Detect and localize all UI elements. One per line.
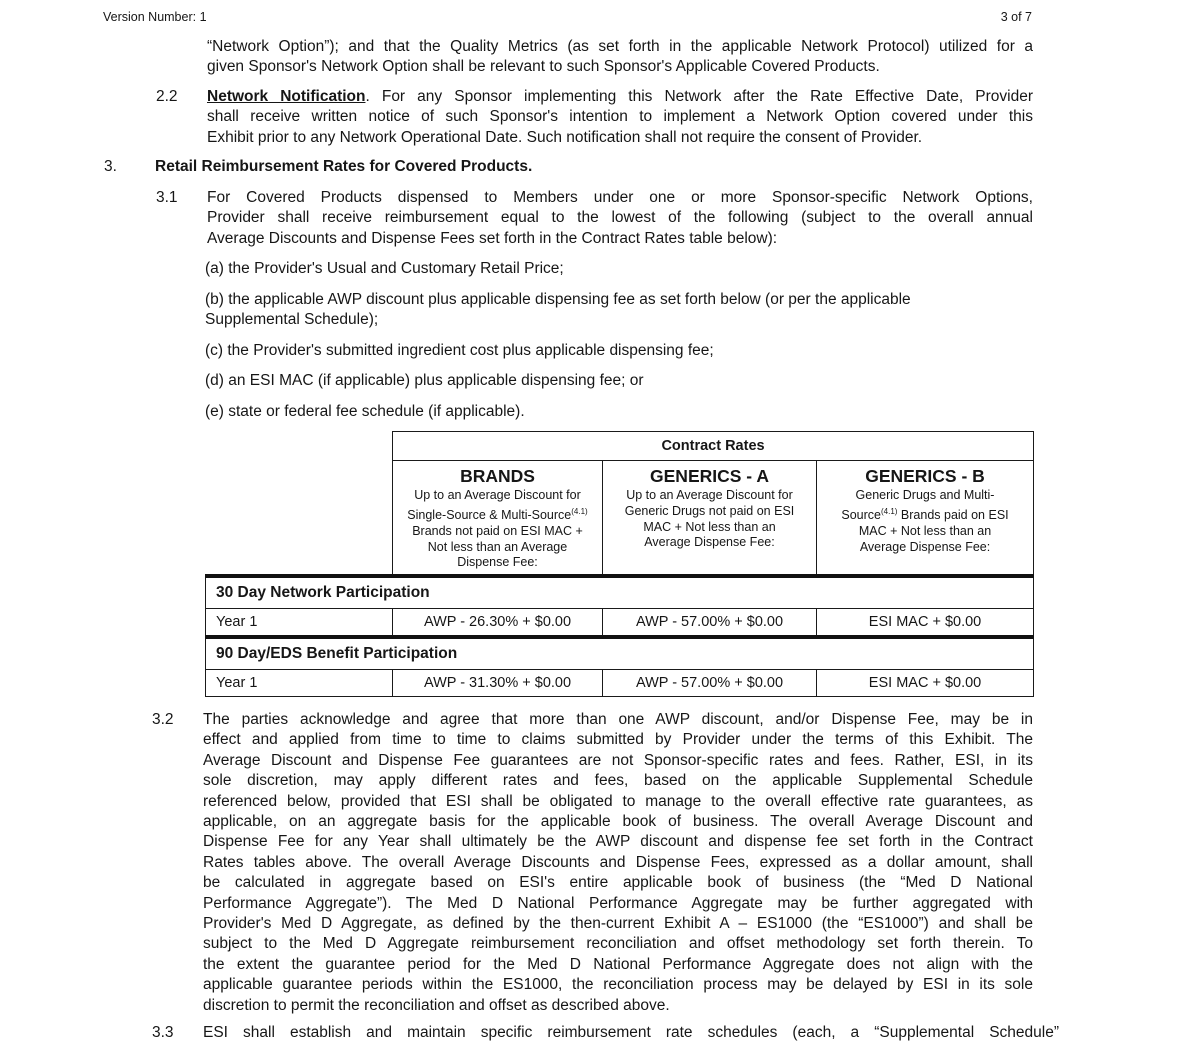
generics-a-desc-4: Average Dispense Fee: xyxy=(644,535,775,550)
section-3-2-line: Dispense Fee for any Year shall ultimately be the AWP discount and dispense fee set forth in the Contract xyxy=(203,833,1033,851)
item-b-line-2: Supplemental Schedule); xyxy=(205,311,379,328)
rate-generics-a: AWP - 57.00% + $0.00 xyxy=(603,609,817,638)
section-3-2-line: applicable, on an aggregate basis for the applicable book of business. The overall Average Discount and xyxy=(203,813,1033,831)
section-3-2-line: subject to the Med D Aggregate reimbursement reconciliation and offset methodology set forth therein. To xyxy=(203,935,1033,953)
generics-a-desc-3: MAC + Not less than an xyxy=(643,519,776,534)
brands-desc-3: Brands not paid on ESI MAC + xyxy=(412,523,583,538)
generics-b-desc-1: Generic Drugs and Multi- xyxy=(855,488,995,502)
rate-generics-a: AWP - 57.00% + $0.00 xyxy=(603,670,817,697)
section-3-title: Retail Reimbursement Rates for Covered Products. xyxy=(155,158,533,175)
row-label: Year 1 xyxy=(206,670,393,697)
section-3-1-line-1: For Covered Products dispensed to Members under one or more Sponsor-specific Network Options, xyxy=(207,189,1033,206)
section-3-2-line: Performance Aggregate”). The Med D National Performance Aggregate may be further aggregated with xyxy=(203,894,1033,912)
section-90-day-eds-benefit: 90 Day/EDS Benefit Participation xyxy=(206,637,1034,670)
version-number: Version Number: 1 xyxy=(103,10,207,24)
section-3-2-line: Average Discount and Dispense Fee guarantees are not Sponsor-specific rates and fees. Rather, ESI, in its xyxy=(203,751,1033,769)
section-30-day-network: 30 Day Network Participation xyxy=(206,576,1034,609)
brands-column-header xyxy=(393,461,603,577)
intro-line-2: given Sponsor's Network Option shall be relevant to such Sponsor's Applicable Covered Products. xyxy=(207,58,880,75)
row-label: Year 1 xyxy=(206,609,393,638)
section-3-3-line-1: ESI shall establish and maintain specific reimbursement rate schedules (each, a “Supplemental Schedule” xyxy=(203,1024,1059,1041)
item-d: (d) an ESI MAC (if applicable) plus applicable dispensing fee; or xyxy=(205,372,644,389)
section-3-2-number: 3.2 xyxy=(152,711,174,728)
contract-rates-title: Contract Rates xyxy=(393,432,1034,461)
item-e: (e) state or federal fee schedule (if applicable). xyxy=(205,403,525,420)
generics-a-heading: GENERICS - A xyxy=(650,466,769,486)
section-3-2-line: Provider's Med D Aggregate, as defined by the then-current Exhibit A – ES1000 (the “ES1000”) and shall be xyxy=(203,915,1033,933)
rate-brands: AWP - 26.30% + $0.00 xyxy=(393,609,603,638)
section-3-2-line: be calculated in aggregate based on ESI's entire applicable book of business (the “Med D National xyxy=(203,874,1033,892)
generics-b-desc-3: MAC + Not less than an xyxy=(858,523,992,538)
table-row xyxy=(206,609,1034,638)
section-3-2-line: effect and applied from time to time to claims submitted by Provider under the terms of this Exhibit. The xyxy=(203,731,1033,749)
generics-a-desc-2: Generic Drugs not paid on ESI xyxy=(624,503,795,518)
page-number: 3 of 7 xyxy=(1000,10,1032,24)
generics-b-desc-4: Average Dispense Fee: xyxy=(859,539,991,554)
generics-b-column-header xyxy=(817,461,1034,577)
rate-generics-b: ESI MAC + $0.00 xyxy=(817,670,1034,697)
contract-rates-table xyxy=(205,431,1034,697)
item-a: (a) the Provider's Usual and Customary Retail Price; xyxy=(205,260,564,277)
section-3-1-line-2: Provider shall receive reimbursement equal to the lowest of the following (subject to the overall annual xyxy=(207,209,1033,226)
section-3-2-body xyxy=(203,710,1033,1016)
section-3-2-line: The parties acknowledge and agree that more than one AWP discount, and/or Dispense Fee, may be in xyxy=(203,711,1033,728)
generics-a-column-header xyxy=(603,461,817,577)
generics-a-desc-1: Up to an Average Discount for xyxy=(626,488,793,502)
table-row xyxy=(206,670,1034,697)
section-3-2-line: applicable guarantee periods within the ES1000, the reconciliation process may be delayed by ESI in its sole xyxy=(203,976,1033,994)
item-c: (c) the Provider's submitted ingredient cost plus applicable dispensing fee; xyxy=(205,342,714,359)
section-3-1-line-3: Average Discounts and Dispense Fees set forth in the Contract Rates table below): xyxy=(207,230,778,247)
section-3-1-number: 3.1 xyxy=(156,189,178,206)
footnote-ref: (4.1) xyxy=(571,506,588,516)
intro-line-1: “Network Option”); and that the Quality Metrics (as set forth in the applicable Network Protocol) utilized for a xyxy=(207,38,1033,55)
section-3-3-number: 3.3 xyxy=(152,1024,174,1041)
item-b-line-1: (b) the applicable AWP discount plus applicable dispensing fee as set forth below (or per the applicable xyxy=(205,291,911,308)
section-2-2-number: 2.2 xyxy=(156,88,178,105)
rate-generics-b: ESI MAC + $0.00 xyxy=(817,609,1034,638)
brands-desc-2: Single-Source & Multi-Source$^{(4.1)}$ xyxy=(407,506,588,522)
section-3-2-line: Rates tables above. The overall Average Discounts and Dispense Fees, expressed as a dollar amount, shall xyxy=(203,853,1033,871)
brands-desc-4: Not less than an Average xyxy=(427,539,568,554)
section-3-2-line: discretion to permit the reconciliation and offset as described above. xyxy=(203,996,670,1014)
section-3-2-line: referenced below, provided that ESI shall be obligated to manage to the overall effective rate guarantees, as xyxy=(203,792,1033,810)
section-3-number: 3. xyxy=(104,158,117,175)
section-3-2-line: the extent the guarantee period for the Med D National Performance Aggregate does not align with the xyxy=(203,955,1033,973)
brands-heading: BRANDS xyxy=(460,466,535,486)
section-3-2-line: sole discretion, may apply different rates and fees, based on the applicable Supplemental Schedule xyxy=(203,772,1033,790)
generics-b-heading: GENERICS - B xyxy=(865,466,985,486)
rate-brands: AWP - 31.30% + $0.00 xyxy=(393,670,603,697)
section-2-2-line-3: Exhibit prior to any Network Operational Date. Such notification shall not require the consent of Provider. xyxy=(207,129,923,146)
brands-desc-1: Up to an Average Discount for xyxy=(414,488,581,502)
section-2-2-line-1-rest: . For any Sponsor implementing this Network after the Rate Effective Date, Provider xyxy=(365,88,1033,105)
section-2-2-line-1 xyxy=(207,87,1033,107)
section-2-2-title: Network Notification xyxy=(207,88,366,105)
brands-desc-5: Dispense Fee: xyxy=(457,555,538,570)
generics-b-desc-2: Source$^{(4.1)}$ Brands paid on ESI xyxy=(841,506,1009,522)
section-2-2-line-2: shall receive written notice of such Sponsor's intention to implement a Network Option covered under this xyxy=(207,108,1033,125)
footnote-ref: (4.1) xyxy=(881,506,898,516)
